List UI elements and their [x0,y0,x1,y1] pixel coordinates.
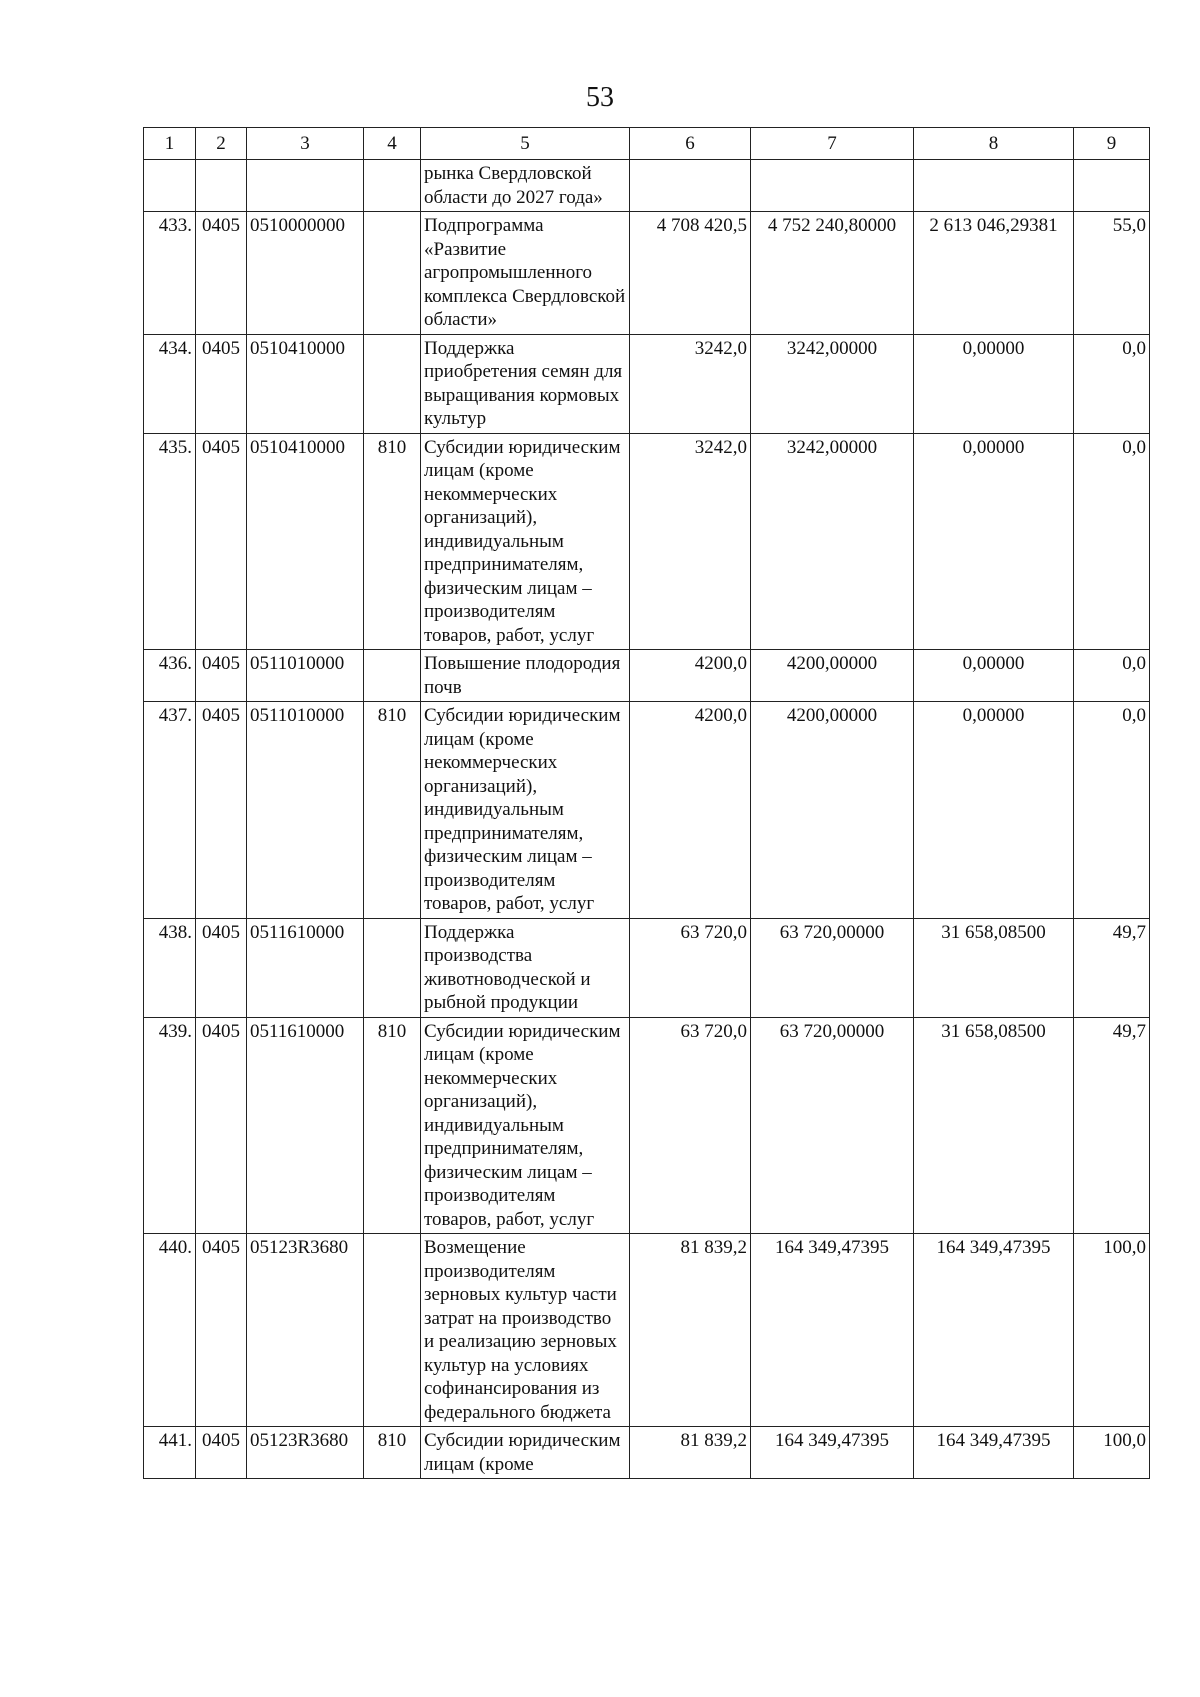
section-code-cell: 0405 [196,1017,247,1234]
expense-type-cell [364,334,421,433]
table-row [144,433,1150,650]
expense-type-cell [364,160,421,212]
header-cell-4: 4 [364,128,421,160]
percent-cell: 0,0 [1074,334,1150,433]
executed-amount-cell: 2 613 046,29381 [914,212,1074,335]
name-cell: рынка Свердловской области до 2027 года» [421,160,630,212]
approved-amount-cell: 4200,00000 [751,702,914,919]
section-code-cell: 0405 [196,1427,247,1479]
section-code-cell: 0405 [196,918,247,1017]
executed-amount-cell: 31 658,08500 [914,1017,1074,1234]
header-cell-7: 7 [751,128,914,160]
row-number-cell: 441. [144,1427,196,1479]
row-number-cell: 436. [144,650,196,702]
name-cell: Субсидии юридическим лицам (кроме некоммерческих организаций), индивидуальным предпринимателям, физическим лицам – производителям товаров, работ, услуг [421,702,630,919]
row-number-cell: 439. [144,1017,196,1234]
percent-cell: 55,0 [1074,212,1150,335]
section-code-cell: 0405 [196,702,247,919]
name-cell: Поддержка производства животноводческой и рыбной продукции [421,918,630,1017]
target-code-cell: 0511010000 [247,650,364,702]
approved-amount-cell: 63 720,00000 [751,918,914,1017]
approved-amount-cell: 3242,00000 [751,433,914,650]
executed-amount-cell [914,160,1074,212]
plan-amount-cell: 3242,0 [630,433,751,650]
expense-type-cell: 810 [364,1017,421,1234]
executed-amount-cell: 164 349,47395 [914,1234,1074,1427]
expense-type-cell [364,1234,421,1427]
table-row [144,702,1150,919]
percent-cell: 0,0 [1074,702,1150,919]
section-code-cell: 0405 [196,334,247,433]
name-cell: Поддержка приобретения семян для выращивания кормовых культур [421,334,630,433]
page-number: 53 [586,82,614,113]
executed-amount-cell: 0,00000 [914,702,1074,919]
row-number-cell [144,160,196,212]
executed-amount-cell: 31 658,08500 [914,918,1074,1017]
row-number-cell: 433. [144,212,196,335]
header-row [144,128,1150,160]
table-row [144,1234,1150,1427]
row-number-cell: 434. [144,334,196,433]
name-cell: Субсидии юридическим лицам (кроме некоммерческих организаций), индивидуальным предпринимателям, физическим лицам – производителям товаров, работ, услуг [421,433,630,650]
executed-amount-cell: 164 349,47395 [914,1427,1074,1479]
percent-cell: 49,7 [1074,1017,1150,1234]
approved-amount-cell [751,160,914,212]
header-cell-9: 9 [1074,128,1150,160]
percent-cell [1074,160,1150,212]
table-row [144,1017,1150,1234]
header-cell-3: 3 [247,128,364,160]
header-cell-5: 5 [421,128,630,160]
plan-amount-cell: 4200,0 [630,702,751,919]
name-cell: Повышение плодородия почв [421,650,630,702]
table-row [144,1427,1150,1479]
approved-amount-cell: 4 752 240,80000 [751,212,914,335]
table-row [144,334,1150,433]
budget-table [143,127,1150,1479]
approved-amount-cell: 4200,00000 [751,650,914,702]
target-code-cell: 0510410000 [247,334,364,433]
name-cell: Субсидии юридическим лицам (кроме некоммерческих организаций), индивидуальным предпринимателям, физическим лицам – производителям товаров, работ, услуг [421,1017,630,1234]
header-cell-1: 1 [144,128,196,160]
target-code-cell: 05123R3680 [247,1234,364,1427]
row-number-cell: 437. [144,702,196,919]
expense-type-cell: 810 [364,702,421,919]
target-code-cell: 0511610000 [247,918,364,1017]
plan-amount-cell: 63 720,0 [630,918,751,1017]
name-cell: Субсидии юридическим лицам (кроме [421,1427,630,1479]
executed-amount-cell: 0,00000 [914,334,1074,433]
section-code-cell [196,160,247,212]
percent-cell: 0,0 [1074,650,1150,702]
name-cell: Возмещение производителям зерновых культур части затрат на производство и реализацию зерновых культур на условиях софинансирования из федерального бюджета [421,1234,630,1427]
executed-amount-cell: 0,00000 [914,650,1074,702]
row-number-cell: 435. [144,433,196,650]
section-code-cell: 0405 [196,433,247,650]
header-cell-6: 6 [630,128,751,160]
table-row [144,160,1150,212]
target-code-cell: 05123R3680 [247,1427,364,1479]
plan-amount-cell: 4 708 420,5 [630,212,751,335]
target-code-cell: 0510000000 [247,212,364,335]
expense-type-cell [364,212,421,335]
name-cell: Подпрограмма «Развитие агропромышленного комплекса Свердловской области» [421,212,630,335]
row-number-cell: 438. [144,918,196,1017]
section-code-cell: 0405 [196,1234,247,1427]
section-code-cell: 0405 [196,650,247,702]
percent-cell: 100,0 [1074,1234,1150,1427]
table-row [144,918,1150,1017]
table-row [144,212,1150,335]
percent-cell: 100,0 [1074,1427,1150,1479]
target-code-cell [247,160,364,212]
row-number-cell: 440. [144,1234,196,1427]
expense-type-cell: 810 [364,1427,421,1479]
plan-amount-cell: 3242,0 [630,334,751,433]
header-cell-2: 2 [196,128,247,160]
percent-cell: 0,0 [1074,433,1150,650]
plan-amount-cell: 81 839,2 [630,1427,751,1479]
approved-amount-cell: 63 720,00000 [751,1017,914,1234]
percent-cell: 49,7 [1074,918,1150,1017]
target-code-cell: 0511610000 [247,1017,364,1234]
plan-amount-cell: 81 839,2 [630,1234,751,1427]
expense-type-cell [364,650,421,702]
table-row [144,650,1150,702]
approved-amount-cell: 3242,00000 [751,334,914,433]
expense-type-cell: 810 [364,433,421,650]
approved-amount-cell: 164 349,47395 [751,1427,914,1479]
approved-amount-cell: 164 349,47395 [751,1234,914,1427]
plan-amount-cell: 63 720,0 [630,1017,751,1234]
header-cell-8: 8 [914,128,1074,160]
executed-amount-cell: 0,00000 [914,433,1074,650]
plan-amount-cell [630,160,751,212]
section-code-cell: 0405 [196,212,247,335]
target-code-cell: 0511010000 [247,702,364,919]
expense-type-cell [364,918,421,1017]
plan-amount-cell: 4200,0 [630,650,751,702]
target-code-cell: 0510410000 [247,433,364,650]
